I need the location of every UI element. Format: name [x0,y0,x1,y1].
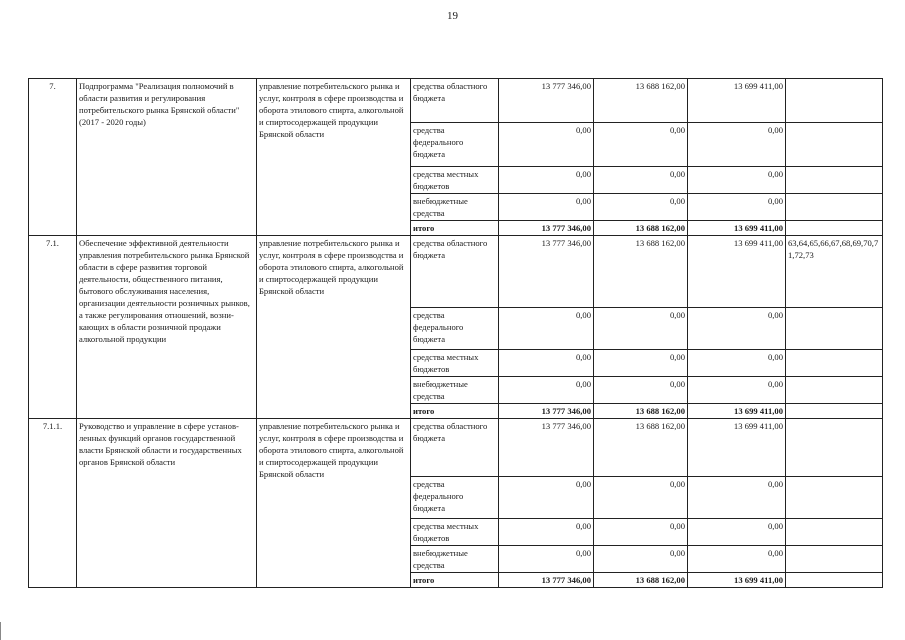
amount-cell: 0,00 [594,167,688,194]
item-name: Подпрограмма "Реализация полномочий в области развития и регулирования потребительского рынка Брянской области" (2017 - 2020 годы) [77,79,257,236]
amount-cell: 13 777 346,00 [499,419,594,477]
amount-cell: 13 688 162,00 [594,404,688,419]
funding-source-label: средства федерального бюджета [411,308,499,350]
amount-cell: 0,00 [594,308,688,350]
amount-cell: 0,00 [594,477,688,519]
funding-source-label: внебюджетные средства [411,194,499,221]
indicator-codes-cell [786,477,883,519]
indicator-codes-cell [786,123,883,167]
amount-cell: 0,00 [594,194,688,221]
indicator-codes-cell [786,546,883,573]
amount-cell: 0,00 [688,167,786,194]
indicator-codes-cell [786,350,883,377]
amount-cell: 0,00 [499,194,594,221]
funding-source-label: средства федерального бюджета [411,123,499,167]
executor-name: управление потребительского рынка и услуг, контроля в сфере производства и оборота этилового спирта, алкогольной и спиртосодержащей продукции Брянской области [257,236,411,419]
indicator-codes-cell [786,573,883,588]
amount-cell: 13 699 411,00 [688,573,786,588]
row-number: 7. [29,79,77,236]
indicator-codes-cell [786,404,883,419]
funding-source-label: средства федерального бюджета [411,477,499,519]
indicator-codes-cell: 63,64,65,66,67,68,69,70,71,72,73 [786,236,883,308]
funding-source-label: средства областного бюджета [411,419,499,477]
executor-name: управление потребительского рынка и услуг, контроля в сфере производства и оборота этилового спирта, алкогольной и спиртосодержащей продукции Брянской области [257,419,411,588]
source-row [29,236,883,308]
indicator-codes-cell [786,377,883,404]
amount-cell: 0,00 [688,308,786,350]
amount-cell: 13 688 162,00 [594,573,688,588]
amount-cell: 13 777 346,00 [499,573,594,588]
amount-cell: 13 688 162,00 [594,419,688,477]
indicator-codes-cell [786,79,883,123]
amount-cell: 13 699 411,00 [688,404,786,419]
amount-cell: 0,00 [594,350,688,377]
funding-source-label: средства местных бюджетов [411,167,499,194]
funding-source-label: внебюджетные средства [411,546,499,573]
scan-edge-mark [0,622,1,640]
amount-cell: 0,00 [499,167,594,194]
amount-cell: 0,00 [499,308,594,350]
amount-cell: 0,00 [499,477,594,519]
executor-name: управление потребительского рынка и услуг, контроля в сфере производства и оборота этилового спирта, алкогольной и спиртосодержащей продукции Брянской области [257,79,411,236]
amount-cell: 0,00 [499,350,594,377]
amount-cell: 0,00 [499,377,594,404]
amount-cell: 0,00 [594,377,688,404]
funding-source-label: средства местных бюджетов [411,350,499,377]
funding-source-label: итого [411,404,499,419]
amount-cell: 13 777 346,00 [499,236,594,308]
amount-cell: 0,00 [688,377,786,404]
amount-cell: 0,00 [594,519,688,546]
amount-cell: 0,00 [688,123,786,167]
source-row [29,419,883,477]
amount-cell: 0,00 [688,546,786,573]
funding-source-label: внебюджетные средства [411,377,499,404]
amount-cell: 0,00 [594,123,688,167]
indicator-codes-cell [786,167,883,194]
funding-source-label: итого [411,221,499,236]
amount-cell: 0,00 [688,194,786,221]
amount-cell: 13 777 346,00 [499,404,594,419]
source-row [29,79,883,123]
funding-source-label: средства местных бюджетов [411,519,499,546]
funding-source-label: итого [411,573,499,588]
amount-cell: 13 699 411,00 [688,236,786,308]
row-number: 7.1. [29,236,77,419]
amount-cell: 13 699 411,00 [688,79,786,123]
amount-cell: 0,00 [688,477,786,519]
amount-cell: 13 777 346,00 [499,79,594,123]
row-number: 7.1.1. [29,419,77,588]
amount-cell: 0,00 [499,123,594,167]
indicator-codes-cell [786,194,883,221]
funding-source-label: средства областного бюджета [411,79,499,123]
amount-cell: 13 688 162,00 [594,236,688,308]
indicator-codes-cell [786,519,883,546]
amount-cell: 0,00 [594,546,688,573]
funding-source-label: средства областного бюджета [411,236,499,308]
amount-cell: 0,00 [499,519,594,546]
indicator-codes-cell [786,221,883,236]
indicator-codes-cell [786,308,883,350]
amount-cell: 13 688 162,00 [594,221,688,236]
indicator-codes-cell [786,419,883,477]
item-name: Обеспечение эффективной деятельности управления потребительского рынка Брянской области в сфере развития торговой деятельности, общественного питания, бытового обслуживания населения, организации деятельности розничных рынков, а также регулирования отношений, возни-кающих в области розничной продажи алкогольной продукции [77,236,257,419]
amount-cell: 13 777 346,00 [499,221,594,236]
amount-cell: 13 688 162,00 [594,79,688,123]
item-name: Руководство и управление в сфере установ-ленных функций органов государственной власти Брянской области и государственных органов Брянской области [77,419,257,588]
budget-table [28,78,883,588]
amount-cell: 0,00 [688,350,786,377]
amount-cell: 0,00 [688,519,786,546]
amount-cell: 13 699 411,00 [688,419,786,477]
page-number: 19 [447,10,458,22]
amount-cell: 0,00 [499,546,594,573]
amount-cell: 13 699 411,00 [688,221,786,236]
